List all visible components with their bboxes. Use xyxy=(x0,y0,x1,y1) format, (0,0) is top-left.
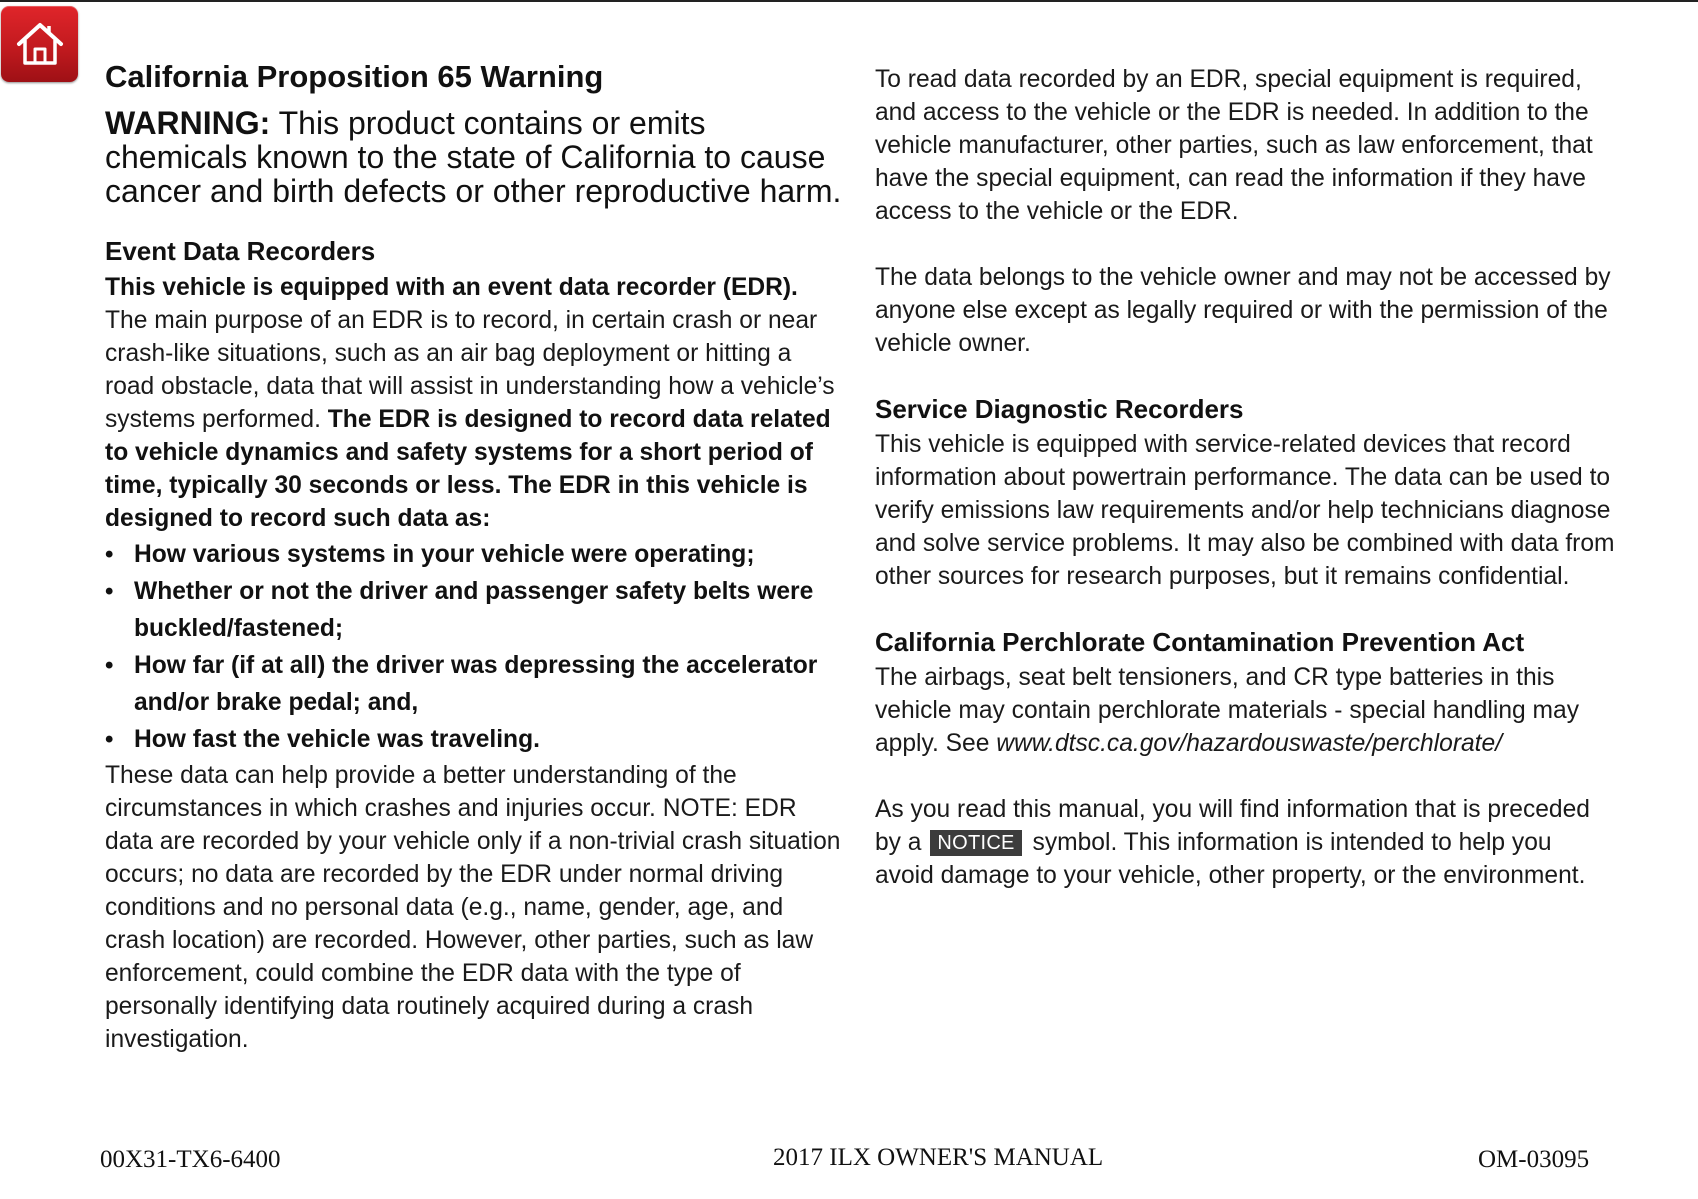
warning-label: WARNING: xyxy=(105,105,271,141)
footer-manual-title: 2017 ILX OWNER'S MANUAL xyxy=(773,1144,1104,1171)
edr-intro-text: The main purpose of an EDR is to record, in certain crash or near crash-like situations, such as an air bag deployment or hitting a road obstacle, data that will assist in understanding how a vehicle’s systems performed. xyxy=(105,307,835,433)
home-button[interactable] xyxy=(1,6,78,82)
perchlorate-text: The airbags, seat belt tensioners, and CR type batteries in this vehicle may contain perchlorate materials - special handling may apply. See xyxy=(875,664,1579,757)
perchlorate-link[interactable]: www.dtsc.ca.gov/hazardouswaste/perchlorate/ xyxy=(996,730,1503,757)
top-rule xyxy=(0,0,1698,2)
warning-text: This product contains or emits chemicals known to the state of California to cause cancer and birth defects or other reproductive harm. xyxy=(105,105,842,209)
edr-heading: Event Data Recorders xyxy=(105,236,376,266)
list-item: • How fast the vehicle was traveling. xyxy=(105,721,845,758)
perchlorate-heading: California Perchlorate Contamination Prevention Act xyxy=(875,627,1525,657)
edr-data-list xyxy=(105,536,845,758)
list-item: • Whether or not the driver and passenger safety belts were buckled/fastened; xyxy=(105,573,845,647)
prop65-warning xyxy=(105,106,845,208)
sdr-paragraph: This vehicle is equipped with service-related devices that record information about powertrain performance. The data can be used to verify emissions law requirements and/or help technicians diagnose and solve service problems. It may also be combined with data from other sources for research purposes, but it remains confidential. xyxy=(875,431,1615,590)
notice-text-after: symbol. This information is intended to help you avoid damage to your vehicle, other property, or the environment. xyxy=(875,829,1586,889)
edr-intro-paragraph xyxy=(105,271,845,535)
data-owner-paragraph: The data belongs to the vehicle owner and may not be accessed by anyone else except as legally required or with the permission of the vehicle owner. xyxy=(875,264,1611,357)
prop65-heading: California Proposition 65 Warning xyxy=(105,59,604,94)
edr-note-paragraph: These data can help provide a better understanding of the circumstances in which crashes and injuries occur. NOTE: EDR data are recorded by your vehicle only if a non-trivial crash situation occurs; no data are recorded by the EDR under normal driving conditions and no personal data (e.g., name, gender, age, and crash location) are recorded. However, other parties, such as law enforcement, could combine the EDR data with the type of personally identifying data routinely acquired during a crash investigation. xyxy=(105,762,841,1053)
edr-design-bold: The EDR is designed to record data related to vehicle dynamics and safety systems for a short period of time, typically 30 seconds or less. The EDR in this vehicle is designed to record such data as: xyxy=(105,406,831,532)
footer-doc-code: OM-03095 xyxy=(1478,1146,1590,1173)
list-item: • How various systems in your vehicle were operating; xyxy=(105,536,845,573)
right-column xyxy=(875,63,1615,892)
home-icon xyxy=(15,20,65,68)
notice-badge: NOTICE xyxy=(930,830,1021,856)
sdr-heading: Service Diagnostic Recorders xyxy=(875,394,1244,424)
perchlorate-paragraph xyxy=(875,661,1615,760)
edr-intro-bold: This vehicle is equipped with an event data recorder (EDR). xyxy=(105,274,798,301)
footer-part-number: 00X31-TX6-6400 xyxy=(100,1146,281,1173)
list-item: • How far (if at all) the driver was depressing the accelerator and/or brake pedal; and, xyxy=(105,647,845,721)
notice-text-before: As you read this manual, you will find information that is preceded by a xyxy=(875,796,1590,856)
left-column xyxy=(105,58,845,1056)
notice-paragraph xyxy=(875,793,1615,892)
edr-read-paragraph: To read data recorded by an EDR, special equipment is required, and access to the vehicle or the EDR is needed. In addition to the vehicle manufacturer, other parties, such as law enforcement, that have the special equipment, can read the information if they have access to the vehicle or the EDR. xyxy=(875,66,1593,225)
